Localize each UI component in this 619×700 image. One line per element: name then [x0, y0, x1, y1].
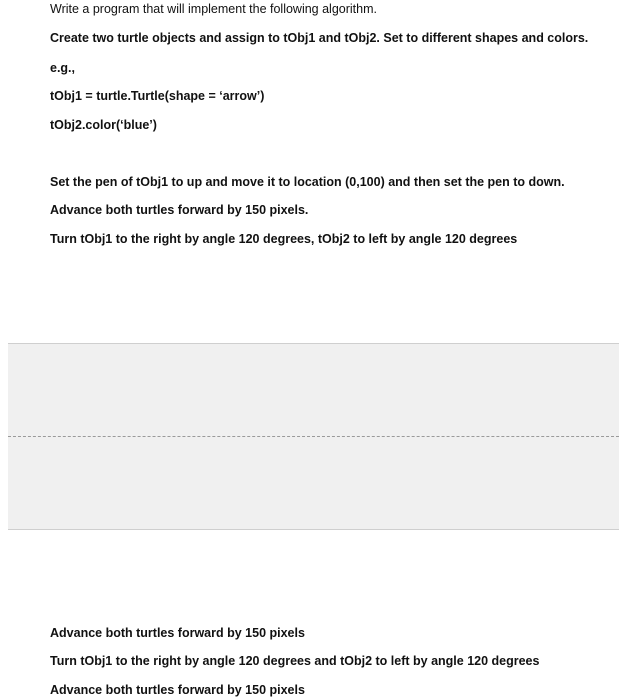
example-code-color: tObj2.color(‘blue’) — [50, 118, 157, 132]
step-turn-2: Turn tObj1 to the right by angle 120 degrees and tObj2 to left by angle 120 degrees — [50, 654, 540, 668]
step-create-turtles: Create two turtle objects and assign to tObj1 and tObj2. Set to different shapes and colors. — [50, 31, 589, 45]
step-advance-forward-3: Advance both turtles forward by 150 pixels — [50, 683, 305, 697]
step-turn-1: Turn tObj1 to the right by angle 120 degrees, tObj2 to left by angle 120 degrees — [50, 232, 518, 246]
step-pen-up-move: Set the pen of tObj1 to up and move it to location (0,100) and then set the pen to down. — [50, 175, 565, 189]
intro-text: Write a program that will implement the following algorithm. — [50, 2, 377, 16]
page-break-dashed-line — [8, 436, 619, 437]
step-advance-forward-2: Advance both turtles forward by 150 pixels — [50, 626, 305, 640]
example-label: e.g., — [50, 61, 76, 75]
example-code-shape: tObj1 = turtle.Turtle(shape = ‘arrow’) — [50, 89, 265, 103]
page-break-gap — [8, 343, 619, 530]
step-advance-forward-1: Advance both turtles forward by 150 pixels. — [50, 203, 309, 217]
